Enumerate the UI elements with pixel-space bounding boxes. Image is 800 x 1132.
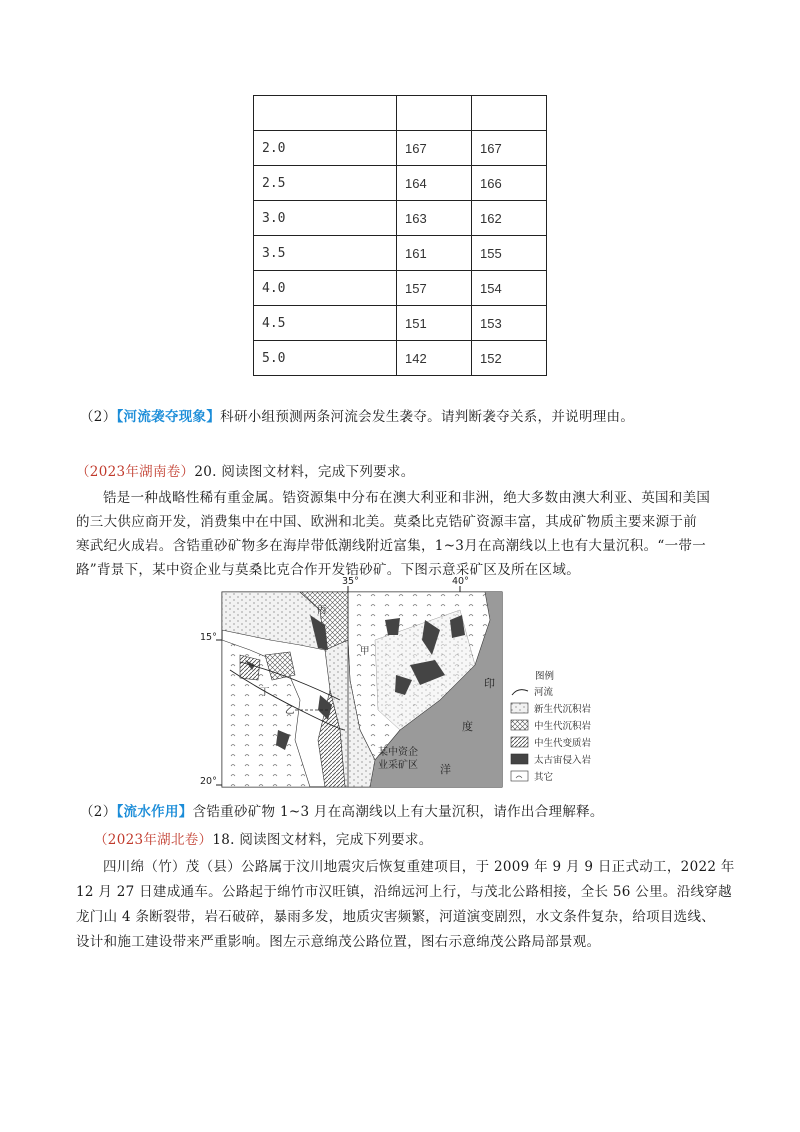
- question-text: 科研小组预测两条河流会发生袭夺。请判断袭夺关系，并说明理由。: [220, 409, 635, 425]
- table-cell: 3.5: [254, 236, 397, 271]
- ocean-label: 洋: [440, 763, 451, 776]
- lat-label-20: 20°: [200, 776, 217, 787]
- paragraph-line: 12 月 27 日建成通车。公路起于绵竹市汉旺镇，沿绵远河上行，与茂北公路相接，全长 56 公里。沿线穿越: [76, 884, 732, 900]
- map-figure: [200, 576, 620, 790]
- river-legend-icon: [510, 685, 530, 697]
- table-cell: 3.0: [254, 201, 397, 236]
- data-table: [253, 95, 547, 376]
- exam-question-title: 20. 阅读图文材料，完成下列要求。: [194, 464, 415, 480]
- area-label: 某中资企: [378, 747, 418, 758]
- place-label-jia: 甲: [360, 646, 370, 657]
- topic-tag: 【流水作用】: [116, 804, 193, 820]
- legend-label: 中生代沉积岩: [534, 720, 592, 732]
- place-label-bing: 丙: [317, 605, 327, 616]
- table-cell: 166: [472, 166, 547, 201]
- table-cell: 2.5: [254, 166, 397, 201]
- ocean-label: 印: [484, 677, 495, 690]
- table-row: [254, 166, 547, 201]
- lon-label-40: 40°: [452, 576, 469, 587]
- archean-legend-icon: [510, 753, 530, 765]
- table-cell: 155: [472, 236, 547, 271]
- mesozoic-metamorphic-legend-icon: [510, 736, 530, 748]
- table-cell: 167: [397, 131, 472, 166]
- paragraph-line: 设计和施工建设带来严重影响。图左示意绵茂公路位置，图右示意绵茂公路局部景观。: [76, 934, 601, 950]
- paragraph-line: 四川绵（竹）茂（县）公路属于汶川地震灾后恢复重建项目，于 2009 年 9 月 9 日正式动工，2022 年: [103, 859, 735, 875]
- legend-label: 河流: [534, 686, 554, 698]
- legend-label: 中生代变质岩: [534, 737, 592, 749]
- legend-item: [510, 767, 620, 784]
- lat-label-15: 15°: [200, 632, 217, 643]
- legend-label: 其它: [534, 771, 554, 783]
- legend-item: [510, 750, 620, 767]
- exam-source: （2023年湖南卷）: [76, 464, 195, 480]
- question-number: （2）: [80, 409, 117, 425]
- table-header-cell: [472, 96, 547, 131]
- table-cell: 157: [397, 271, 472, 306]
- legend-item: [510, 682, 620, 699]
- exam-heading-hubei: [94, 828, 433, 848]
- other-legend-icon: [510, 770, 530, 782]
- area-label: 业采矿区: [378, 760, 418, 771]
- lon-label-35: 35°: [342, 576, 359, 587]
- table-header-cell: [397, 96, 472, 131]
- paragraph-line: 寒武纪火成岩。含锆重砂矿物多在海岸带低潮线附近富集，1~3月在高潮线以上也有大量沉积。“一带一: [76, 538, 706, 554]
- table-header-row: [254, 96, 547, 131]
- legend-title: 图例: [535, 671, 555, 682]
- paragraph-line: 龙门山 4 条断裂带，岩石破碎，暴雨多发，地质灾害频繁，河道演变剧烈，水文条件复杂，给项目选线、: [76, 909, 716, 925]
- table-cell: 161: [397, 236, 472, 271]
- question-number: （2）: [80, 804, 117, 820]
- exam-heading-hunan: [76, 460, 415, 480]
- paragraph-line: 锆是一种战略性稀有重金属。锆资源集中分布在澳大利亚和非洲，绝大多数由澳大利亚、英国和美国: [103, 490, 711, 506]
- table-cell: 4.0: [254, 271, 397, 306]
- question-fluvial-action: [80, 800, 604, 820]
- question-text: 含锆重砂矿物 1~3 月在高潮线以上有大量沉积，请作出合理解释。: [192, 804, 604, 820]
- exam-question-title: 18. 阅读图文材料，完成下列要求。: [212, 832, 433, 848]
- table-cell: 167: [472, 131, 547, 166]
- table-header-cell: [254, 96, 397, 131]
- table-cell: 4.5: [254, 306, 397, 341]
- exam-source: （2023年湖北卷）: [94, 832, 213, 848]
- table-cell: 142: [397, 341, 472, 376]
- legend-label: 太古宙侵入岩: [534, 754, 592, 766]
- table-cell: 152: [472, 341, 547, 376]
- paragraph-line: 路”背景下，某中资企业与莫桑比克合作开发锆砂矿。下图示意采矿区及所在区域。: [76, 562, 581, 578]
- table-cell: 162: [472, 201, 547, 236]
- table-row: [254, 306, 547, 341]
- table-cell: 153: [472, 306, 547, 341]
- table-cell: 163: [397, 201, 472, 236]
- topic-tag: 【河流袭夺现象】: [116, 409, 221, 425]
- cenozoic-legend-icon: [510, 702, 530, 714]
- place-label-yi: 乙: [285, 705, 295, 716]
- table-row: [254, 271, 547, 306]
- paragraph-line: 的三大供应商开发，消费集中在中国、欧洲和北美。莫桑比克锆矿资源丰富，其成矿物质主要来源于前: [76, 514, 697, 530]
- table-row: [254, 341, 547, 376]
- table-row: [254, 201, 547, 236]
- table-cell: 5.0: [254, 341, 397, 376]
- legend-item: [510, 699, 620, 716]
- table-cell: 2.0: [254, 131, 397, 166]
- table-row: [254, 131, 547, 166]
- legend-item: [510, 733, 620, 750]
- table-cell: 154: [472, 271, 547, 306]
- map-legend: [510, 668, 620, 784]
- legend-item: [510, 716, 620, 733]
- place-label-ding: 丁: [260, 687, 270, 698]
- question-river-capture: [80, 405, 634, 425]
- table-cell: 164: [397, 166, 472, 201]
- table-row: [254, 236, 547, 271]
- ocean-label: 度: [462, 720, 473, 733]
- mesozoic-sediment-legend-icon: [510, 719, 530, 731]
- legend-label: 新生代沉积岩: [534, 703, 592, 715]
- table-cell: 151: [397, 306, 472, 341]
